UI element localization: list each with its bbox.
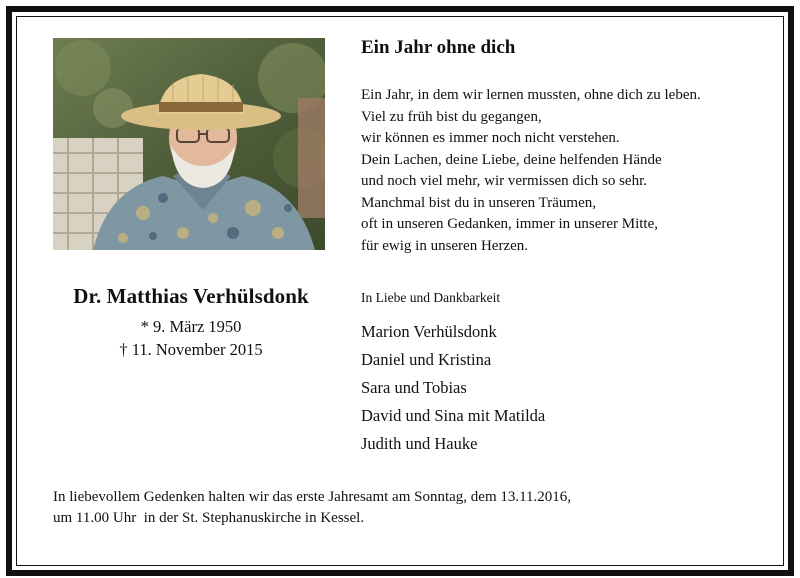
footer-line: In liebevollem Gedenken halten wir das erste Jahresamt am Sonntag, dem 13.11.2016,	[53, 489, 572, 505]
poem-line: Manchmal bist du in unseren Träumen,	[361, 194, 596, 211]
poem-line: für ewig in unseren Herzen.	[361, 237, 529, 254]
notice-heading: Ein Jahr ohne dich	[361, 37, 516, 58]
birth-date: * 9. März 1950	[140, 317, 242, 336]
family-member: David und Sina mit Matilda	[361, 406, 546, 425]
poem-line: Ein Jahr, in dem wir lernen mussten, ohne dich zu leben.	[361, 87, 701, 103]
death-date: † 11. November 2015	[119, 340, 263, 359]
poem-line: wir können es immer noch nicht verstehen.	[361, 130, 620, 146]
portrait-photo	[53, 38, 325, 250]
footer-line: um 11.00 Uhr in der St. Stephanuskirche in Kessel.	[53, 510, 365, 526]
poem-line: Dein Lachen, deine Liebe, deine helfenden Hände	[361, 151, 662, 168]
dedication-line: In Liebe und Dankbarkeit	[361, 290, 501, 305]
family-member: Marion Verhülsdonk	[361, 322, 497, 341]
family-member: Judith und Hauke	[361, 434, 478, 453]
poem	[361, 85, 701, 257]
deceased-name: Dr. Matthias Verhülsdonk	[73, 284, 309, 308]
family-member: Daniel und Kristina	[361, 350, 492, 369]
poem-line: und noch viel mehr, wir vermissen dich so sehr.	[361, 173, 648, 189]
family-member: Sara und Tobias	[361, 378, 467, 397]
memorial-service-notice	[53, 487, 571, 529]
poem-line: Viel zu früh bist du gegangen,	[361, 108, 542, 125]
poem-line: oft in unseren Gedanken, immer in unserer Mitte,	[361, 216, 658, 232]
life-dates	[52, 315, 330, 361]
family-list	[361, 318, 545, 458]
